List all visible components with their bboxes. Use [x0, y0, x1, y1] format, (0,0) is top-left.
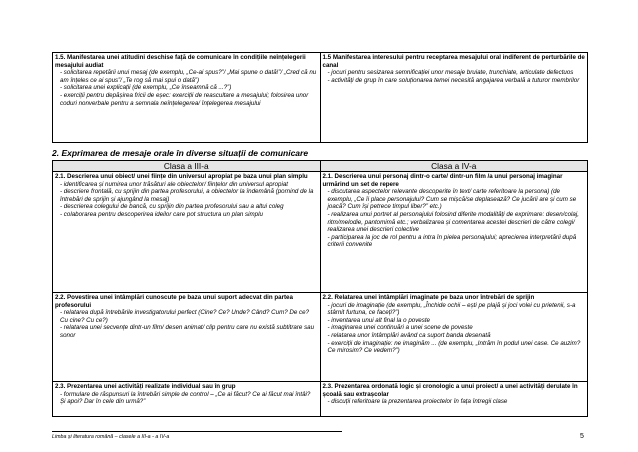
- list-item: - participarea la joc de rol pentru a intra în pielea personajului; aprecierea interpretării după criterii convenite: [327, 233, 577, 249]
- competence-table-main: [52, 160, 588, 417]
- competence-table-top: [52, 52, 588, 143]
- list-item: - descrierea colegului de bancă, cu sprijin din partea profesorului sau a altui coleg: [60, 203, 284, 211]
- table-cell: [320, 293, 588, 382]
- top-left-cell: [53, 53, 321, 143]
- column-header-grade-3: Clasa a III-a: [53, 161, 321, 172]
- list-item: - solicitarea repetării unui mesaj (de exemplu, „Ce-ai spus?”/ „Mai spune o dată!”/ „Cred că nu am înțeles ce ai spus”/ „Te rog să mai spui o dată”): [60, 69, 317, 84]
- table-cell: [320, 382, 588, 417]
- footer-divider: [52, 431, 342, 432]
- list-item: - realizarea unui portret al personajului folosind diferite modalități de exprimare: desen/colaj, ritm/melodie, pantomimă etc.; verbalizarea și comentarea acestei descrieri de către colegi/ realizarea unei descrieri colective: [327, 210, 579, 234]
- list-item: - exerciții pentru depășirea fricii de eșec: exerciții de reascultare a mesajului; folosirea unor coduri nonverbale pentru a semnala neînțelegerea/ înțelegerea mesajului: [60, 91, 309, 107]
- section-title: 2. Exprimarea de mesaje orale în diverse situații de comunicare: [52, 148, 309, 158]
- list-item: - exerciții de imaginație: ne imaginăm ... (de exemplu, „Intrăm în podul unei case. Ce auzim? Ce mirosim? Ce vedem?”): [327, 339, 581, 355]
- table-cell: [53, 293, 321, 382]
- cell-heading: 2.3. Prezentarea ordonată logic și cronologic a unui proiect/ a unei activități derulate în școală sau extrașcolar: [322, 383, 578, 398]
- document-page: [52, 52, 588, 417]
- list-item: - descriere frontală, cu sprijin din partea profesorului, a obiectelor la îndemână (pornind de la întrebări de sprijin și ajungând la mesaj): [60, 188, 314, 203]
- column-header-grade-4: Clasa a IV-a: [320, 161, 588, 172]
- list-item: - jocuri pentru sesizarea semnificației unor mesaje bruiate, trunchiate, articulate defectuos: [327, 69, 574, 77]
- top-right-cell: [320, 53, 588, 143]
- list-item: - inventarea unui alt final la o poveste: [327, 316, 431, 324]
- list-item: - formulare de răspunsuri la întrebări simple de control – „Ce ai făcut? Ce ai făcut mai întâi? Și apoi? Dar în cele din urmă?”: [60, 390, 311, 406]
- list-item: - jocuri de imaginație (de exemplu, „Închide ochii – ești pe plajă și joci volei cu prietenii, s-a stârnit furtuna, ce faceți?”): [327, 301, 576, 317]
- list-item: - activități de grup în care soluționarea temei necesită angajarea verbală a tuturor membrilor: [327, 76, 580, 84]
- table-cell: [53, 172, 321, 293]
- list-item: - imaginarea unei continuări a unei scene de poveste: [327, 324, 473, 332]
- footer-text: Limba și literatura română – clasele a III-a - a IV-a: [52, 434, 170, 440]
- list-item: - relatarea după întrebările investigatorului perfect (Cine? Ce? Unde? Când? Cum? De ce? Cu cine? Cu ce?): [60, 309, 310, 324]
- table-cell: [320, 172, 588, 293]
- cell-heading: 2.3. Prezentarea unei activități realizate individual sau în grup: [55, 383, 236, 390]
- page-number: 5: [580, 433, 584, 440]
- cell-heading: 2.2. Relatarea unei întâmplări imaginate pe baza unor întrebări de sprijin: [322, 294, 535, 301]
- cell-heading: 2.2. Povestirea unei întâmplări cunoscute pe baza unui suport adecvat din partea profesorului: [55, 294, 293, 309]
- cell-heading: 1.5 Manifestarea interesului pentru receptarea mesajului oral indiferent de perturbările de canal: [322, 54, 585, 69]
- list-item: - solicitarea unei explicații (de exemplu, „Ce înseamnă că ...?”): [60, 84, 232, 92]
- list-item: - relatarea unor întâmplări având ca suport banda desenată: [327, 331, 491, 339]
- cell-heading: 2.1. Descrierea unui personaj dintr-o carte/ dintr-un film /a unui personaj imaginar urmărind un set de repere: [322, 173, 563, 188]
- table-cell: [53, 382, 321, 417]
- list-item: - relatarea unei secvențe dintr-un film/ desen animat/ clip pentru care nu există subtitrare sau sonor: [60, 324, 315, 339]
- cell-heading: 1.5. Manifestarea unei atitudini deschise față de comunicare în condițiile neînțelegerii mesajului audiat: [55, 54, 306, 69]
- list-item: - identificarea și numirea unor trăsături ale obiectelor/ ființelor din universul apropiat: [60, 180, 289, 188]
- list-item: - discutarea aspectelor relevante descoperite în text/ carte referitoare la persona) (de exemplu, „Ce îi place personajului? Cum se mișcă/se deplasează? Ce jucării are și cum se joacă? Cum își petrece timpul liber?” etc.): [327, 188, 577, 211]
- cell-heading: 2.1. Descrierea unui obiect/ unei ființe din universul apropiat pe baza unui plan simplu: [55, 173, 308, 180]
- list-item: - colaborarea pentru descoperirea ideilor care pot structura un plan simplu: [60, 210, 263, 218]
- list-item: - discuții referitoare la prezentarea proiectelor în fața întregii clase: [327, 398, 508, 406]
